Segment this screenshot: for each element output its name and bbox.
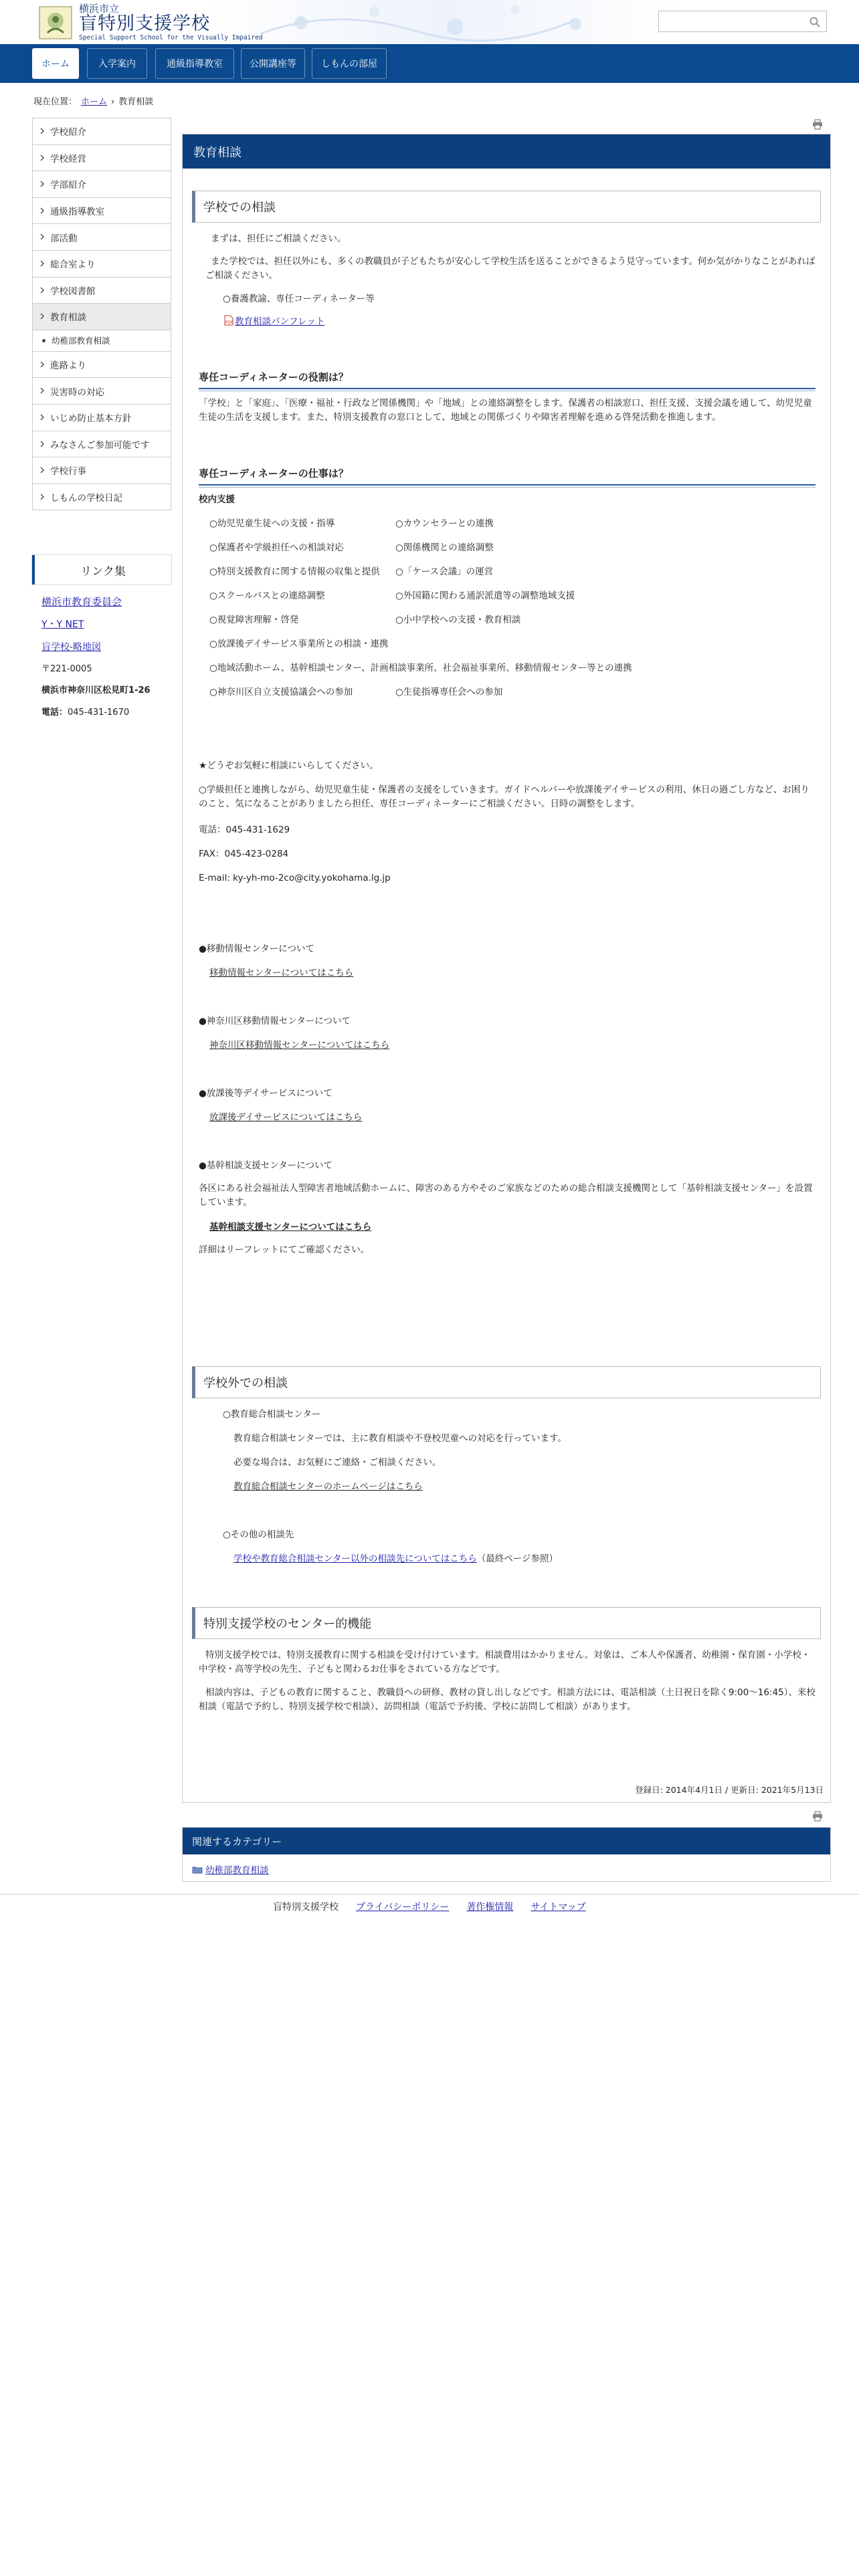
chevron-right-icon [39, 441, 45, 447]
heading-coordinator-work: 専任コーディネーターの仕事は？ [199, 466, 816, 486]
sidebar-item-management[interactable] [32, 145, 171, 172]
kanagawa-mobility-link[interactable]: 神奈川区移動情報センターについてはこちら [209, 1040, 390, 1051]
work-item: ○神奈川区自立支援協議会への参加 [209, 687, 353, 697]
chevron-right-icon [39, 387, 45, 394]
leaflet-note: 詳細はリーフレットにてご確認ください。 [199, 1245, 370, 1255]
work-item: ○幼児児童生徒への支援・指導 [209, 518, 335, 529]
mobility-heading: ●移動情報センターについて [199, 944, 314, 954]
ext1-text-1: 教育総合相談センターでは、主に教育相談や不登校児童への対応を行っています。 [233, 1433, 567, 1444]
section-heading-outside-counseling: 学校外での相談 [192, 1366, 821, 1398]
work-item: ○特別支援教育に関する情報の収集と提供 [209, 566, 380, 577]
chevron-right-icon [39, 233, 45, 240]
link-yy-net[interactable]: Y・Y NET [41, 619, 84, 630]
chevron-right-icon [39, 414, 45, 421]
work-item: ○視覚障害理解・啓発 [209, 615, 299, 625]
section-heading-center-function: 特別支援学校のセンター的機能 [192, 1607, 821, 1639]
mobility-center-link[interactable]: 移動情報センターについてはこちら [209, 968, 354, 978]
chevron-right-icon [39, 494, 45, 500]
postal-code: 〒221-0005 [41, 664, 92, 675]
sidebar-item-resource-room[interactable] [32, 198, 171, 225]
work-item: ○生徒指導専任会への参加 [395, 687, 503, 697]
heading-coordinator-role: 専任コーディネーターの役割は？ [199, 370, 816, 389]
sidebar-item-label: 教育相談 [50, 312, 86, 324]
global-nav [0, 44, 859, 83]
base-center-text: 各区にある社会福祉法人型障害者地域活動ホームに、障害のある方やそのご家族などのための総合相談支援機関として「基幹相談支援センター」を設置しています。 [199, 1183, 813, 1208]
sidebar-item-events[interactable] [32, 457, 171, 484]
contact-phone: 電話：045-431-1629 [199, 825, 290, 835]
header-decoration [201, 0, 682, 44]
sidebar-item-label: 学校行事 [50, 466, 86, 477]
work-item: ○関係機関との連絡調整 [395, 542, 494, 553]
base-center-link[interactable]: 基幹相談支援センターについてはこちら [209, 1222, 372, 1232]
nav-resource-room[interactable]: 通級指導教室 [155, 48, 234, 79]
sidebar-item-label: 学校図書館 [50, 286, 96, 297]
work-item: ○「ケース会議」の運営 [395, 566, 494, 577]
base-center-heading: ●基幹相談支援センターについて [199, 1160, 332, 1171]
link-board-of-education[interactable]: 横浜市教育委員会 [41, 596, 122, 608]
links-panel [32, 555, 171, 739]
nav-admission[interactable]: 入学案内 [87, 48, 147, 79]
pdf-icon [224, 315, 233, 326]
sidebar-menu [32, 118, 171, 510]
sidebar-item-label: しもんの学校日記 [50, 493, 122, 504]
svg-text:PDF: PDF [225, 320, 233, 325]
sidebar-item-label: 幼稚部教育相談 [52, 336, 110, 346]
chevron-right-icon [39, 467, 45, 473]
print-icon[interactable] [812, 1811, 823, 1822]
sidebar-item-label: 進路より [50, 360, 86, 372]
search-input[interactable] [660, 13, 803, 30]
sec3-paragraph-2: 相談内容は、子どもの教育に関すること、教職員への研修、教材の貸し出しなどです。相談方法には、電話相談（土日祝日を除く9:00〜16:45）、来校相談（電話で予約し、特別支援学校で相談）、訪問相談（電話で予約後、学校に訪問して相談）があります。 [199, 1687, 816, 1712]
sidebar-item-career[interactable] [32, 352, 171, 379]
contact-email: E-mail: ky-yh-mo-2co@city.yokohama.lg.jp [199, 873, 391, 883]
ext2-row [233, 1552, 558, 1566]
nav-public-lectures[interactable]: 公開講座等 [241, 48, 305, 79]
pdf-link-counseling-pamphlet[interactable]: 教育相談パンフレット [235, 316, 325, 327]
sidebar-item-label: みなさんご参加可能です [50, 439, 150, 451]
footer-school-name: 盲特別支援学校 [273, 1902, 339, 1913]
site-logo[interactable] [39, 4, 263, 41]
footer-privacy-link[interactable]: プライバシーポリシー [356, 1902, 450, 1913]
folder-icon [192, 1866, 203, 1874]
phone-number: 045-431-1670 [68, 707, 130, 718]
work-item: ○放課後デイサービス事業所との相談・連携 [209, 639, 389, 649]
chevron-right-icon [39, 287, 45, 294]
work-item: ○外国籍に関わる通訳派遣等の調整地域支援 [395, 591, 575, 601]
chevron-right-icon [39, 207, 45, 214]
sidebar-item-counseling[interactable] [32, 304, 171, 330]
chevron-right-icon [39, 128, 45, 134]
related-category-title: 関連するカテゴリー [183, 1828, 830, 1854]
sidebar-item-diary[interactable] [32, 484, 171, 511]
contact-text: ○学級担任と連携しながら、幼児児童生徒・保護者の支援をしていきます。ガイドヘルパーや放課後デイサービスの利用、休日の過ごし方など、お困りのこと、気になることがありましたら担任、専任コーディネーターにご相談ください。日時の調整をします。 [199, 784, 809, 809]
ext1-link[interactable]: 教育総合相談センターのホームページはこちら [233, 1481, 423, 1492]
sidebar-item-departments[interactable] [32, 171, 171, 198]
chevron-right-icon [39, 154, 45, 161]
sidebar-item-label: 学部紹介 [50, 180, 86, 191]
page-dates: 登録日: 2014年4月1日 / 更新日: 2021年5月13日 [635, 1785, 824, 1795]
related-category-link[interactable]: 幼稚部教育相談 [205, 1865, 269, 1876]
site-footer [0, 1894, 859, 1917]
sec1-paragraph-1: まずは、担任にご相談ください。 [211, 233, 347, 244]
ext2-link[interactable]: 学校や教育総合相談センター以外の相談先についてはこちら [233, 1553, 477, 1564]
sidebar-item-school-intro[interactable] [32, 118, 171, 145]
sec1-paragraph-2: また学校では、担任以外にも、多くの教職員が子どもたちが安心して学校生活を送ることができるよう見守っています。何か気がかりなことがあればご相談ください。 [205, 256, 816, 281]
address-text: 横浜市神奈川区松見町1-26 [41, 685, 151, 696]
work-item: ○地域活動ホーム、基幹相談センター、計画相談事業所、社会福祉事業所、移動情報センター等との連携 [209, 663, 632, 673]
chevron-right-icon [39, 361, 45, 368]
breadcrumb [33, 94, 153, 107]
ext2-note: （最終ページ参照） [476, 1553, 558, 1564]
work-item: ○カウンセラーとの連携 [395, 518, 494, 529]
search-box [658, 11, 827, 32]
bullet-icon [42, 339, 45, 342]
school-phone [41, 707, 162, 719]
page-title: 教育相談 [183, 134, 830, 169]
sidebar-item-anti-bullying[interactable] [32, 405, 171, 431]
breadcrumb-home-link[interactable]: ホーム [81, 97, 108, 107]
work-item: ○保護者や学級担任への相談対応 [209, 542, 344, 553]
footer-sitemap-link[interactable]: サイトマップ [531, 1902, 586, 1913]
chevron-right-icon [39, 260, 45, 267]
sidebar-item-clubs[interactable] [32, 224, 171, 251]
day-service-heading: ●放課後等デイサービスについて [199, 1088, 332, 1099]
coordinator-role-text: 「学校」と「家庭」、「医療・福祉・行政など関係機関」や「地域」との連絡調整をします。保護者の相談窓口、担任支援、支援会議を通して、幼児児童生徒の生活を支援します。また、特別支援教育の窓口として、地域との関係づくりや障害者理解を進める啓発活動を推進します。 [199, 398, 812, 423]
pdf-link-row [224, 315, 324, 329]
ext2-heading: ○その他の相談先 [223, 1529, 294, 1540]
chevron-right-icon [39, 313, 45, 320]
links-title: リンク集 [32, 555, 171, 584]
work-item: ○小中学校への支援・教育相談 [395, 615, 521, 625]
sidebar-item-label: 学校経営 [50, 153, 86, 165]
sidebar-item-participation[interactable] [32, 431, 171, 458]
nav-shimon-room[interactable]: しもんの部屋 [312, 48, 387, 79]
related-category-box [182, 1827, 831, 1882]
logo-city: 横浜市立 [79, 3, 120, 15]
sidebar-item-label: 総合室より [50, 259, 96, 271]
kanagawa-mobility-heading: ●神奈川区移動情報センターについて [199, 1016, 351, 1027]
sidebar-item-label: 通級指導教室 [50, 207, 104, 218]
phone-label: 電話： [41, 707, 68, 718]
sidebar-item-label: 学校紹介 [50, 127, 86, 138]
sec1-paragraph-3: ○養護教諭、専任コーディネーター等 [223, 294, 375, 304]
link-school-map[interactable]: 盲学校-略地図 [41, 641, 102, 653]
sidebar-subitem-kindergarten-counseling[interactable] [32, 330, 171, 352]
breadcrumb-separator: › [111, 97, 115, 107]
sidebar-item-label: 災害時の対応 [50, 387, 104, 398]
site-header [0, 0, 859, 44]
day-service-link[interactable]: 放課後デイサービスについてはこちら [209, 1112, 363, 1123]
work-subheading: 校内支援 [199, 494, 235, 505]
sidebar-item-general-office[interactable] [32, 251, 171, 278]
ext1-text-2: 必要な場合は、お気軽にご連絡・ご相談ください。 [233, 1457, 442, 1468]
sidebar-item-label: いじめ防止基本方針 [50, 413, 132, 425]
sidebar-item-disaster[interactable] [32, 378, 171, 405]
ext1-heading: ○教育総合相談センター [223, 1409, 321, 1420]
sidebar-item-library[interactable] [32, 278, 171, 304]
school-address [41, 685, 162, 697]
search-icon[interactable] [809, 16, 821, 28]
section-heading-school-counseling: 学校での相談 [192, 191, 821, 223]
sidebar-item-label: 部活動 [50, 233, 78, 244]
logo-school-name: 盲特別支援学校 [79, 13, 210, 34]
breadcrumb-prefix: 現在位置： [33, 97, 78, 107]
footer-copyright-link[interactable]: 著作権情報 [466, 1902, 514, 1913]
work-item: ○スクールバスとの連絡調整 [209, 591, 325, 601]
breadcrumb-current: 教育相談 [118, 97, 154, 107]
school-emblem-icon [39, 6, 72, 39]
related-category-row [192, 1862, 269, 1876]
nav-home[interactable]: ホーム [32, 48, 79, 79]
chevron-right-icon [39, 181, 45, 187]
print-icon[interactable] [812, 119, 823, 130]
logo-english-name: Special Support School for the Visually Impaired [79, 34, 263, 41]
contact-fax: FAX：045-423-0284 [199, 849, 289, 859]
sec3-paragraph-1: 特別支援学校では、特別支援教育に関する相談を受け付けています。相談費用はかかりません。対象は、ご本人や保護者、幼稚園・保育園・小学校・中学校・高等学校の先生、子どもと関わるお仕事をされている方などです。 [199, 1650, 811, 1675]
main-content [182, 134, 831, 1803]
contact-heading: ★どうぞお気軽に相談にいらしてください。 [199, 760, 379, 771]
